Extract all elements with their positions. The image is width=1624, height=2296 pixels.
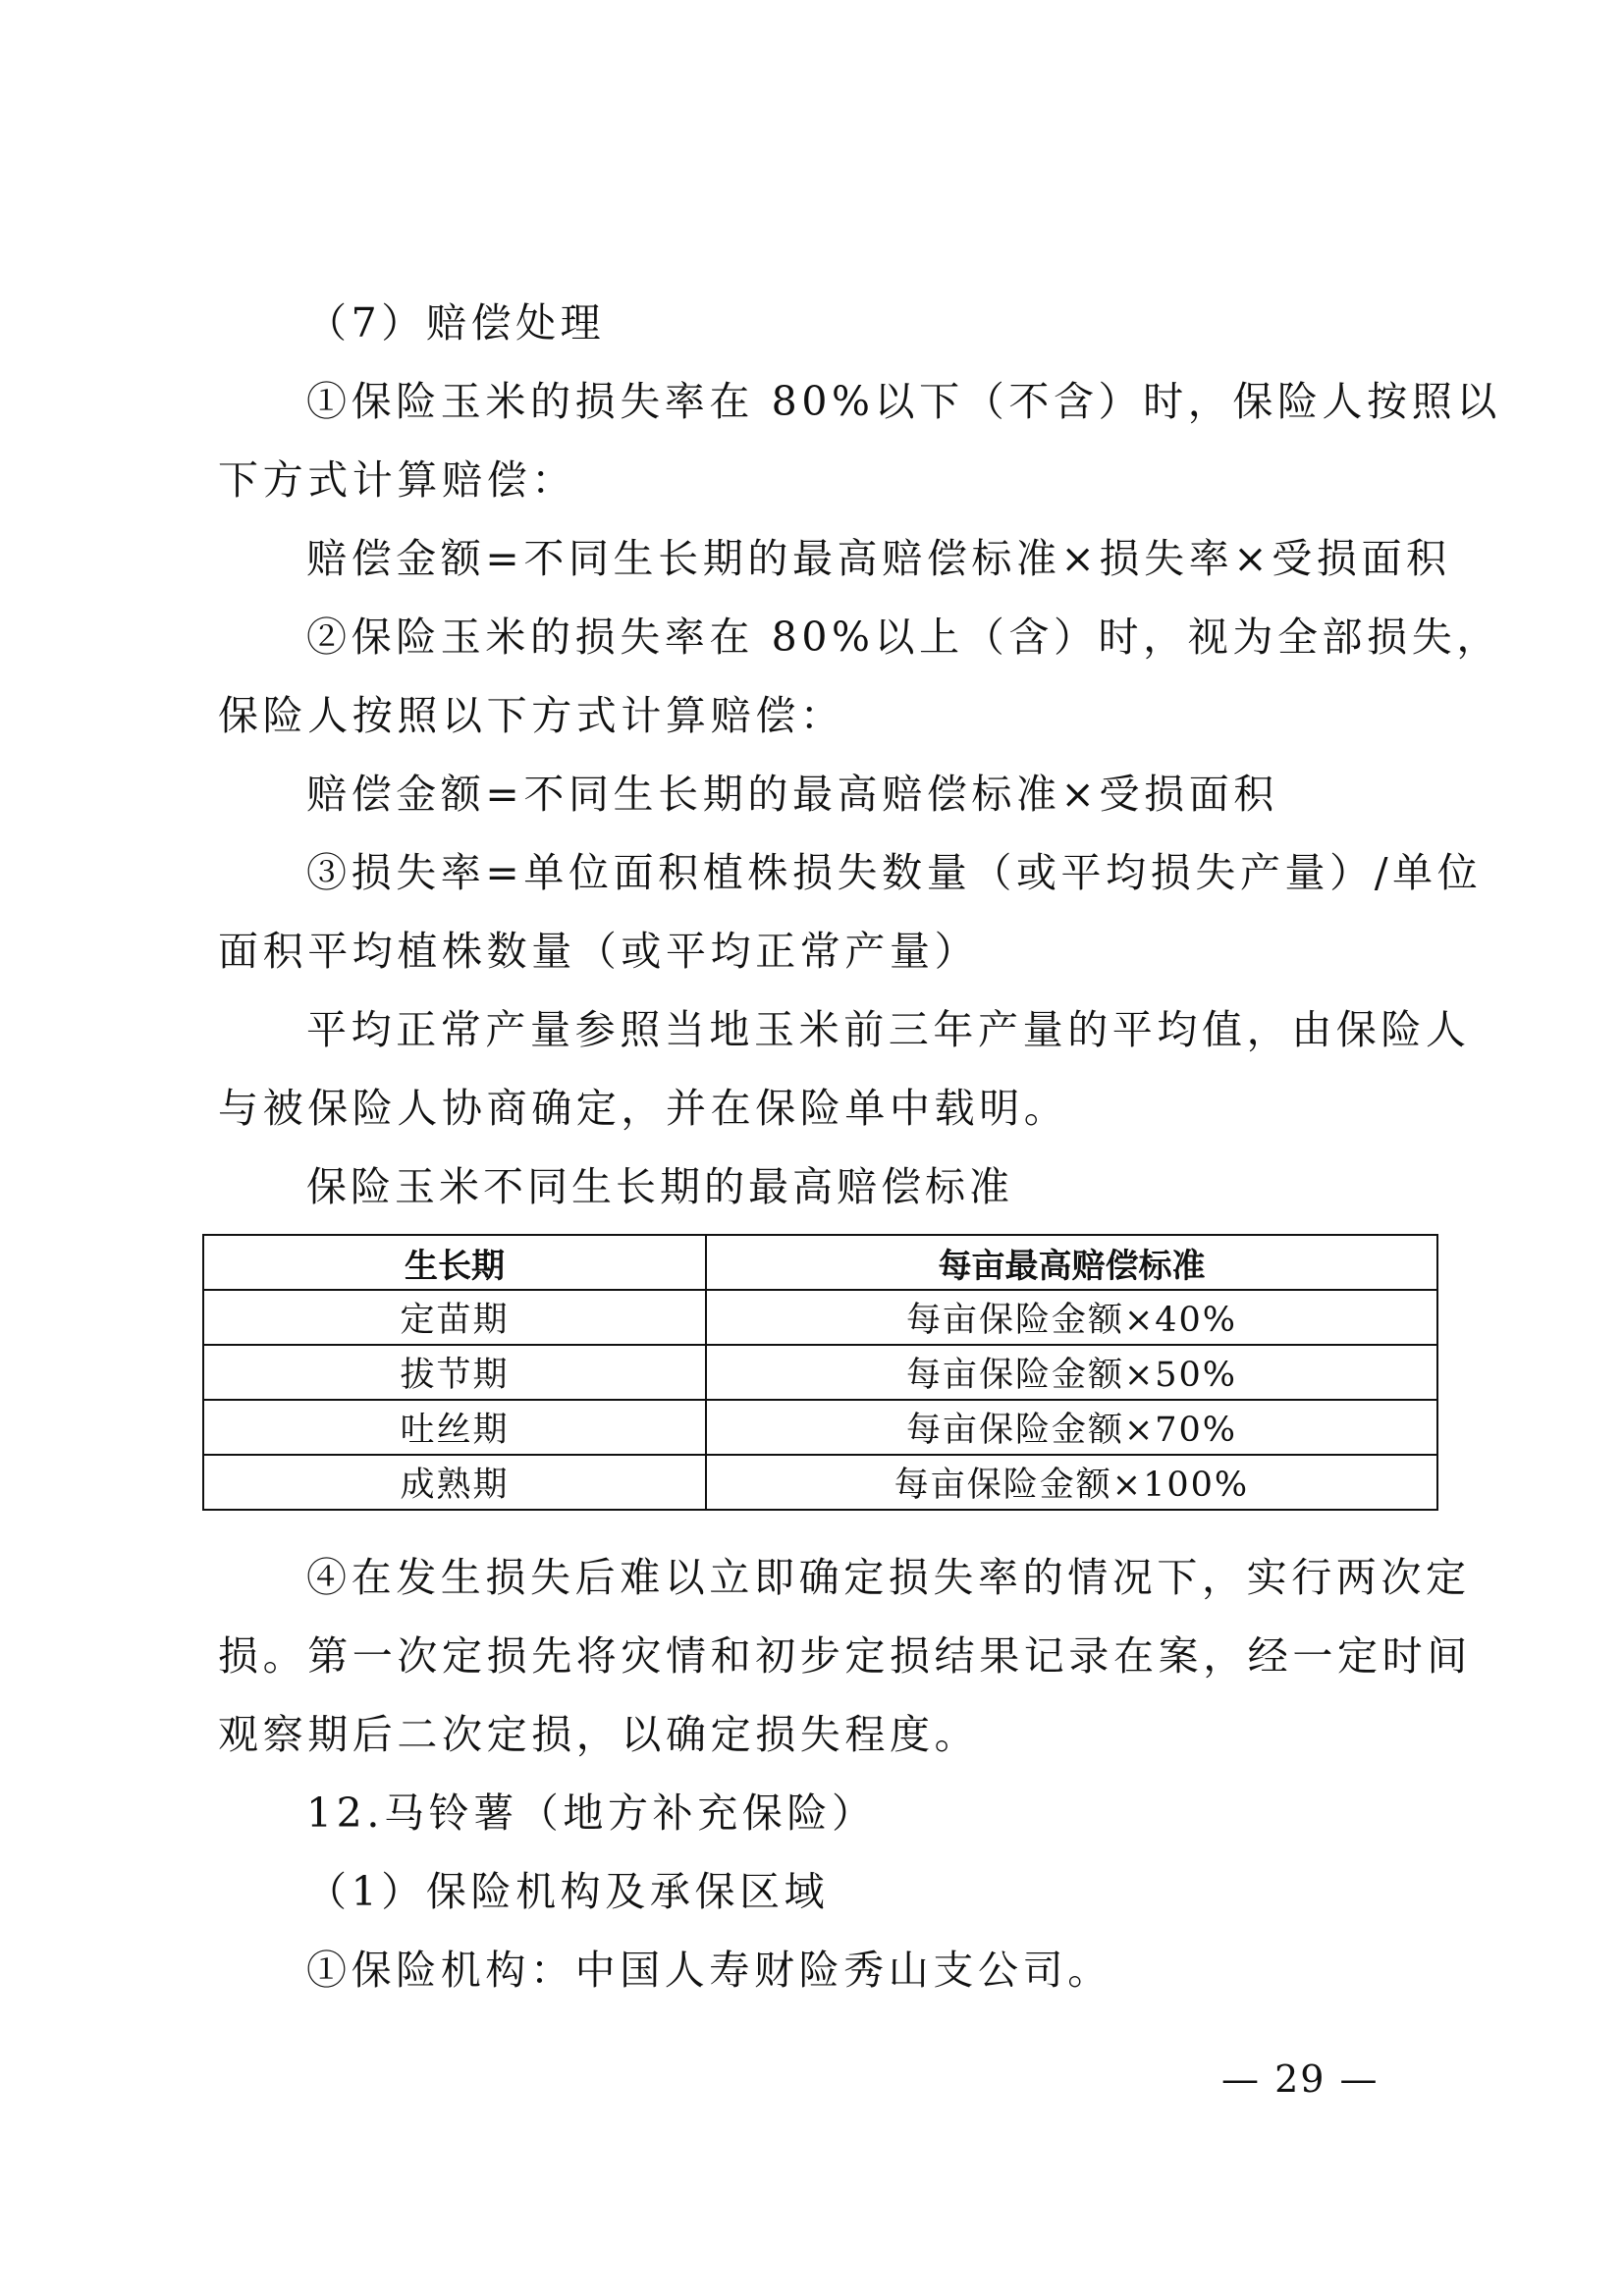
section-heading-claims: （7）赔偿处理 xyxy=(306,299,606,347)
table-cell-stage: 吐丝期 xyxy=(203,1400,706,1455)
table-row xyxy=(203,1290,1437,1345)
formula-total-loss: 赔偿金额=不同生长期的最高赔偿标准×受损面积 xyxy=(306,771,1278,818)
header-max-compensation: 每亩最高赔偿标准 xyxy=(706,1235,1437,1290)
clause-2-line-2: 保险人按照以下方式计算赔偿： xyxy=(218,692,845,739)
clause-4-line-2: 损。第一次定损先将灾情和初步定损结果记录在案，经一定时间 xyxy=(218,1632,1472,1680)
formula-partial-loss: 赔偿金额=不同生长期的最高赔偿标准×损失率×受损面积 xyxy=(306,535,1451,582)
clause-1-line-2: 下方式计算赔偿： xyxy=(218,456,576,504)
table-cell-standard: 每亩保险金额×50% xyxy=(706,1345,1437,1400)
page-number: — 29 — xyxy=(1221,2057,1380,2101)
table-cell-standard: 每亩保险金额×40% xyxy=(706,1290,1437,1345)
table-cell-stage: 拔节期 xyxy=(203,1345,706,1400)
section-heading-potato: 12.马铃薯（地方补充保险） xyxy=(306,1789,877,1837)
table-cell-standard: 每亩保险金额×70% xyxy=(706,1400,1437,1455)
compensation-standard-table xyxy=(202,1234,1438,1511)
table-cell-stage: 定苗期 xyxy=(203,1290,706,1345)
table-row xyxy=(203,1400,1437,1455)
table-caption: 保险玉米不同生长期的最高赔偿标准 xyxy=(306,1163,1013,1210)
clause-2-line-1: ②保险玉米的损失率在 80%以上（含）时，视为全部损失， xyxy=(306,614,1501,661)
subsection-heading-insurer: （1）保险机构及承保区域 xyxy=(306,1868,830,1915)
clause-1-line-1: ①保险玉米的损失率在 80%以下（不含）时，保险人按照以 xyxy=(306,378,1501,425)
table-cell-standard: 每亩保险金额×100% xyxy=(706,1455,1437,1510)
table-row xyxy=(203,1455,1437,1510)
table-cell-stage: 成熟期 xyxy=(203,1455,706,1510)
clause-3-line-1: ③损失率=单位面积植株损失数量（或平均损失产量）/单位 xyxy=(306,849,1483,896)
yield-paragraph-line-2: 与被保险人协商确定，并在保险单中载明。 xyxy=(218,1085,1069,1132)
clause-3-line-2: 面积平均植株数量（或平均正常产量） xyxy=(218,928,980,975)
clause-4-line-3: 观察期后二次定损，以确定损失程度。 xyxy=(218,1711,980,1758)
yield-paragraph-line-1: 平均正常产量参照当地玉米前三年产量的平均值，由保险人 xyxy=(306,1006,1471,1053)
table-row xyxy=(203,1345,1437,1400)
clause-4-line-1: ④在发生损失后难以立即确定损失率的情况下，实行两次定 xyxy=(306,1554,1471,1601)
insurer-clause: ①保险机构：中国人寿财险秀山支公司。 xyxy=(306,1947,1112,1994)
header-growth-stage: 生长期 xyxy=(203,1235,706,1290)
table-header-row xyxy=(203,1235,1437,1290)
